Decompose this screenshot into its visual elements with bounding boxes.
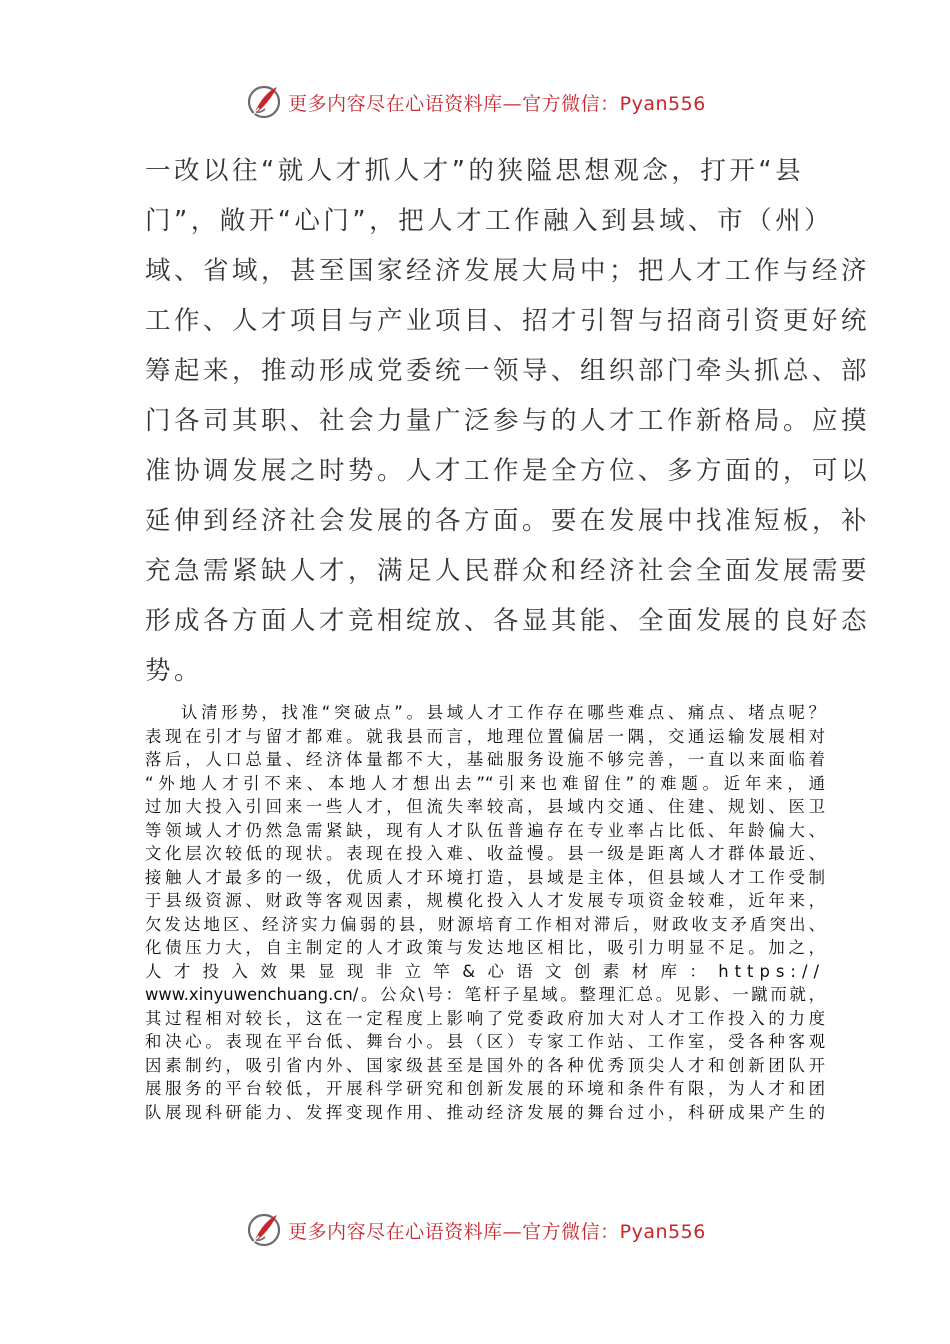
header-banner-label: 更多内容尽在心语资料库—官方微信：	[288, 92, 620, 115]
small-line: 展服务的平台较低，开展科学研究和创新发展的环境和条件有限，为人才和团	[145, 1079, 825, 1098]
footer-wechat-id: Pyan556	[619, 1220, 706, 1243]
large-line: 延伸到经济社会发展的各方面。要在发展中找准短板，补	[145, 506, 871, 536]
large-line: 一改以往“就人才抓人才”的狭隘思想观念，打开“县	[145, 156, 805, 186]
small-line: 文化层次较低的现状。表现在投入难、收益慢。县一级是距离人才群体最近、	[145, 844, 825, 863]
large-line: 域、省域，甚至国家经济发展大局中；把人才工作与经济	[145, 256, 871, 286]
small-line: 和决心。表现在平台低、舞台小。县（区）专家工作站、工作室，受各种客观	[145, 1032, 825, 1051]
small-line: 于县级资源、财政等客观因素，规模化投入人才发展专项资金较难，近年来，	[145, 891, 825, 910]
small-line: 其过程相对较长，这在一定程度上影响了党委政府加大对人才工作投入的力度	[145, 1008, 825, 1028]
small-line: 接触人才最多的一级，优质人才环境打造，县域是主体，但县域人才工作受制	[145, 867, 825, 887]
large-line: 门各司其职、社会力量广泛参与的人才工作新格局。应摸	[145, 406, 871, 436]
footer-banner-label: 更多内容尽在心语资料库—官方微信：	[288, 1220, 620, 1243]
small-line: 认清形势，找准“突破点”。县域人才工作存在哪些难点、痛点、堵点呢？	[181, 703, 825, 722]
footer-banner-text	[288, 1217, 706, 1244]
large-line: 工作、人才项目与产业项目、招才引智与招商引资更好统	[145, 306, 871, 336]
large-line: 准协调发展之时势。人才工作是全方位、多方面的，可以	[145, 456, 871, 486]
small-line: www.xinyuwenchuang.cn/。公众\号：笔杆子星域。整理汇总。见影、一蹴而就，	[145, 985, 825, 1004]
small-line: 因素制约，吸引省内外、国家级甚至是国外的各种优秀顶尖人才和创新团队开	[145, 1055, 825, 1075]
small-line: 等领域人才仍然急需紧缺，现有人才队伍普遍存在专业率占比低、年龄偏大、	[145, 820, 825, 840]
small-line: 化债压力大，自主制定的人才政策与发达地区相比，吸引力明显不足。加之，	[145, 938, 825, 957]
large-line: 门”，敞开“心门”，把人才工作融入到县域、市（州）	[145, 206, 834, 236]
pen-logo-icon	[244, 82, 284, 122]
header-banner	[0, 82, 950, 122]
small-line: 落后，人口总量、经济体量都不大，基础服务设施不够完善，一直以来面临着	[145, 750, 825, 769]
header-banner-text	[288, 89, 706, 116]
small-line: 表现在引才与留才都难。就我县而言，地理位置偏居一隅，交通运输发展相对	[145, 726, 825, 746]
small-line: “外地人才引不来、本地人才想出去”“引来也难留住”的难题。近年来，通	[145, 773, 825, 793]
header-wechat-id: Pyan556	[619, 92, 706, 115]
small-line: 过加大投入引回来一些人才，但流失率较高，县域内交通、住建、规划、医卫	[145, 797, 825, 816]
footer-banner	[0, 1210, 950, 1250]
small-line: 欠发达地区、经济实力偏弱的县，财源培育工作相对滞后，财政收支矛盾突出、	[145, 914, 825, 934]
pen-logo-icon	[244, 1210, 284, 1250]
large-line: 筹起来，推动形成党委统一领导、组织部门牵头抓总、部	[145, 356, 871, 386]
small-line: 队展现科研能力、发挥变现作用、推动经济发展的舞台过小，科研成果产生的	[145, 1102, 825, 1122]
main-paragraph-small	[145, 701, 825, 1124]
large-line: 充急需紧缺人才，满足人民群众和经济社会全面发展需要	[145, 556, 871, 586]
main-paragraph-large	[145, 146, 871, 696]
large-line: 形成各方面人才竞相绽放、各显其能、全面发展的良好态	[145, 606, 871, 636]
large-line: 势。	[145, 656, 204, 686]
small-line: 人才投入效果显现非立竿&心语文创素材库：https://	[145, 961, 825, 981]
